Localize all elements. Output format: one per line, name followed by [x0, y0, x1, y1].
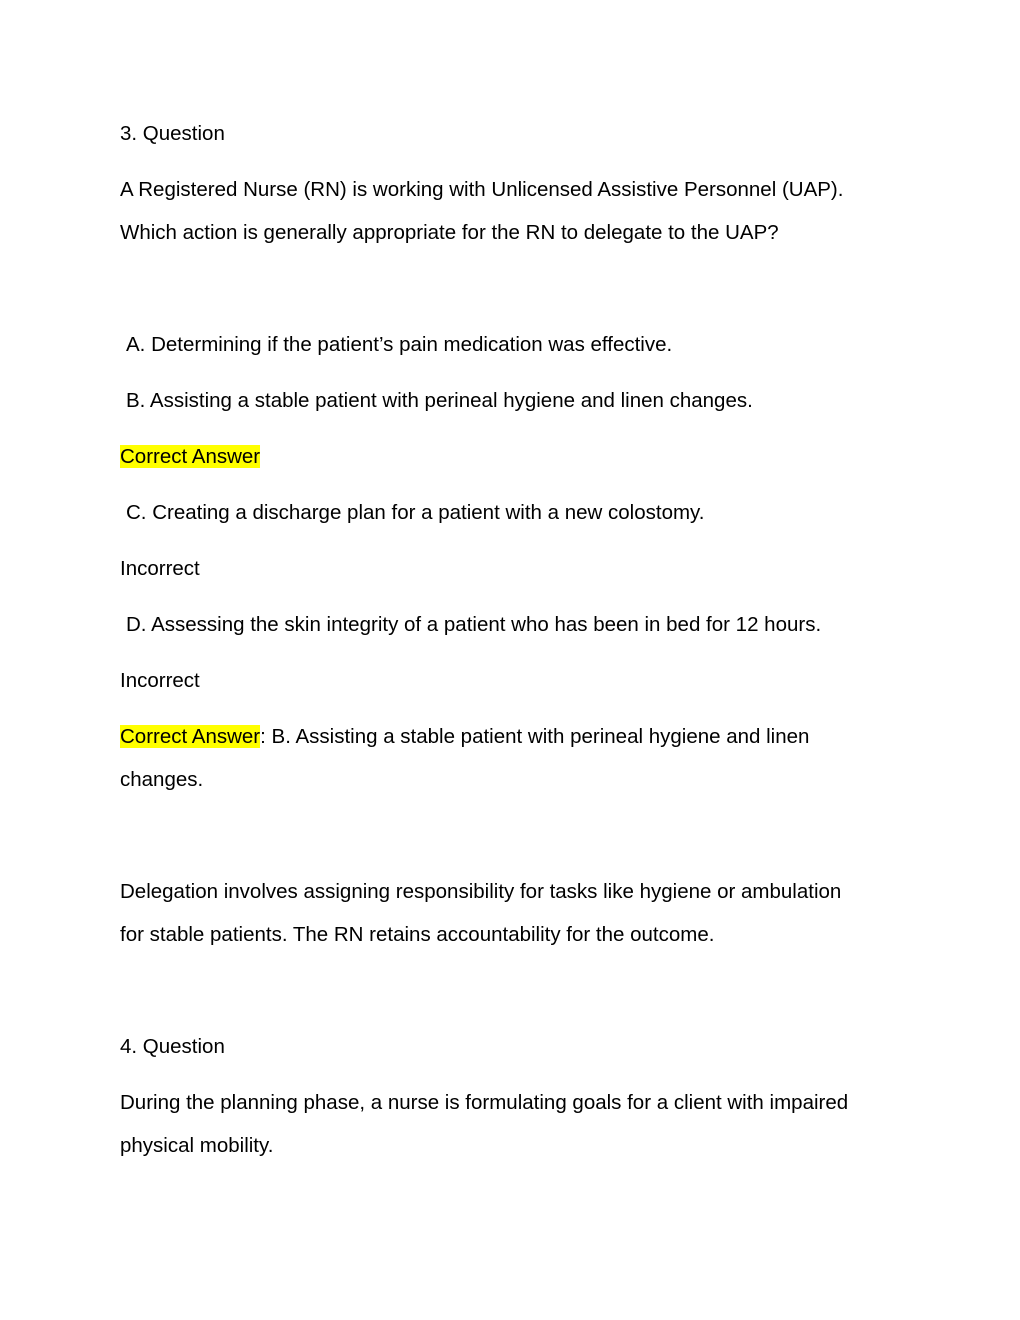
question-3-option-b: B. Assisting a stable patient with perineal hygiene and linen changes. — [126, 389, 753, 412]
correct-answer-highlight: Correct Answer — [120, 445, 261, 468]
question-3-option-d-feedback: Incorrect — [120, 669, 200, 692]
question-3-option-c: C. Creating a discharge plan for a patient with a new colostomy. — [126, 501, 705, 524]
question-3-stem-line-2: Which action is generally appropriate for the RN to delegate to the UAP? — [120, 221, 779, 244]
question-3-stem-line-1: A Registered Nurse (RN) is working with Unlicensed Assistive Personnel (UAP). — [120, 178, 844, 201]
question-4-heading: 4. Question — [120, 1035, 225, 1058]
question-3-answer-line-2: changes. — [120, 768, 204, 791]
question-3-option-c-feedback: Incorrect — [120, 557, 200, 580]
question-3-option-d: D. Assessing the skin integrity of a patient who has been in bed for 12 hours. — [126, 613, 822, 636]
question-3-option-b-feedback — [120, 444, 260, 470]
correct-answer-label: Correct Answer — [120, 725, 261, 748]
correct-answer-text: : B. Assisting a stable patient with perineal hygiene and linen — [260, 725, 810, 748]
question-4-stem-line-1: During the planning phase, a nurse is formulating goals for a client with impaired — [120, 1091, 849, 1114]
question-3-option-a: A. Determining if the patient’s pain medication was effective. — [126, 333, 673, 356]
question-3-answer-line-1 — [120, 724, 809, 750]
question-3-rationale-line-1: Delegation involves assigning responsibility for tasks like hygiene or ambulation — [120, 880, 842, 903]
question-3-heading: 3. Question — [120, 122, 225, 145]
question-4-stem-line-2: physical mobility. — [120, 1134, 274, 1157]
question-3-rationale-line-2: for stable patients. The RN retains accountability for the outcome. — [120, 923, 715, 946]
